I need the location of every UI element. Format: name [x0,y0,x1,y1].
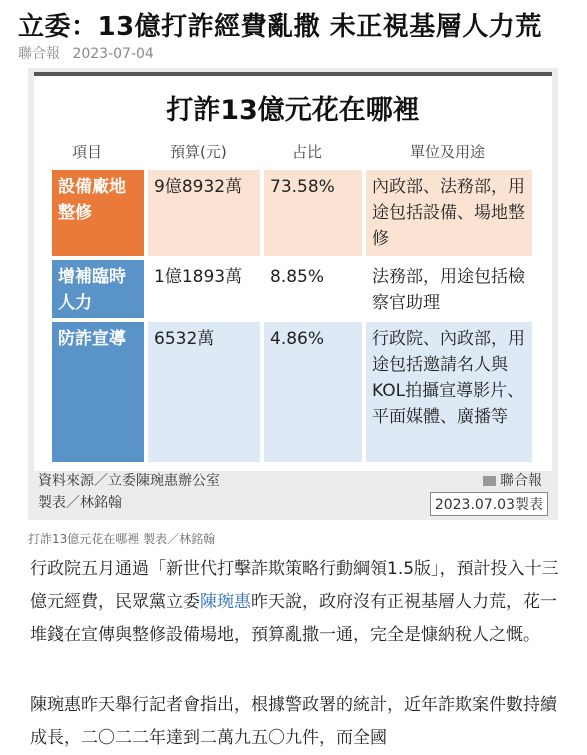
row-item: 防詐宣導 [52,322,144,462]
brand-square-icon [483,476,496,486]
header-share: 占比 [292,143,323,161]
row-use: 法務部，用途包括檢察官助理 [366,260,532,318]
infographic [28,68,558,520]
infographic-credits [38,470,220,514]
row-budget: 6532萬 [148,322,260,462]
para-text: 行政院五月通過「新世代打擊詐欺策略行動綱領1.5版」，預計投入十三億元經費，民眾黨立委 [30,559,559,612]
article-meta [18,43,162,63]
row-share: 73.58% [264,170,362,256]
row-budget: 1億1893萬 [148,260,260,318]
legislator-link[interactable]: 陳琬惠 [200,592,251,612]
article-headline: 立委：13億打詐經費亂撒 未正視基層人力荒 [18,12,542,42]
row-share: 4.86% [264,322,362,462]
infographic-table [34,72,552,471]
row-use: 內政部、法務部，用途包括設備、場地整修 [366,170,532,256]
brand-label: 聯合報 [500,473,542,489]
infographic-title: 打詐13億元花在哪裡 [166,95,420,126]
article-source[interactable]: 聯合報 [18,46,60,62]
body-paragraph [30,553,570,652]
header-budget: 預算(元) [170,143,227,161]
row-item: 設備廠地整修 [52,170,144,256]
header-use: 單位及用途 [410,143,486,161]
row-share: 8.85% [264,260,362,318]
article-date: 2023-07-04 [72,46,154,62]
header-item: 項目 [72,143,103,161]
table-row [52,170,532,256]
body-paragraph: 陳琬惠昨天舉行記者會指出，根據警政署的統計，近年詐欺案件數持續成長，二〇二二年達到二萬九五〇九件，而全國 [30,695,557,748]
para-text: 昨天說，政府沒有正視基層人力荒，花一堆錢在宣傳與整修設備場地，預算亂撒一通，完全是慷納稅人之慨。 [30,592,557,645]
row-budget: 9億8932萬 [148,170,260,256]
row-item: 增補臨時人力 [52,260,144,318]
image-caption: 打詐13億元花在哪裡 製表／林銘翰 [28,532,216,546]
row-use: 行政院、內政部，用途包括邀請名人與KOL拍攝宣導影片、平面媒體、廣播等 [366,322,532,462]
date-stamp: 2023.07.03製表 [430,492,548,516]
source-note: 資料來源／立委陳琬惠辦公室 [38,473,220,489]
table-row [52,260,532,318]
brand-mark [483,470,542,490]
maker-note: 製表／林銘翰 [38,495,122,511]
table-row [52,322,532,462]
